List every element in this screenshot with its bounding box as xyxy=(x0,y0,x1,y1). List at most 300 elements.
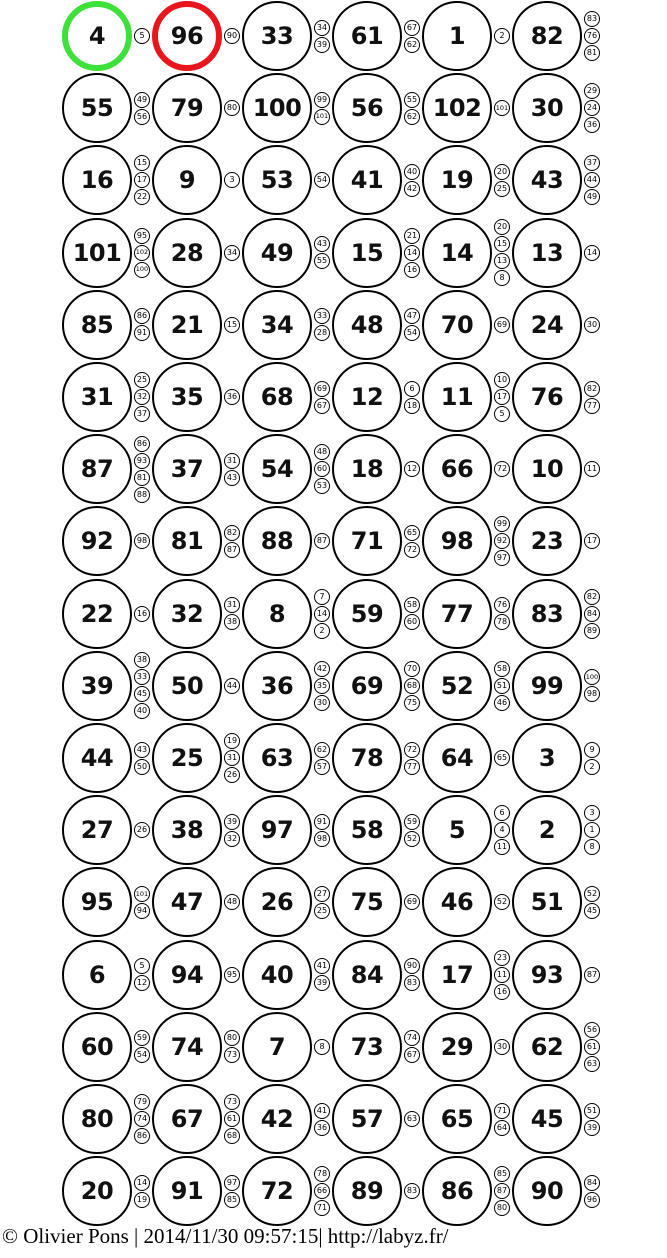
neighbor-hint: 94 xyxy=(134,903,150,919)
neighbor-hint: 26 xyxy=(224,767,240,783)
maze-cell[interactable]: 83 xyxy=(512,579,582,649)
neighbor-hint: 17 xyxy=(494,389,510,405)
neighbor-hint: 41 xyxy=(314,1103,330,1119)
neighbor-hint: 100 xyxy=(584,669,600,685)
neighbor-hint: 25 xyxy=(134,372,150,388)
maze-cell[interactable]: 23 xyxy=(512,506,582,576)
maze-cell[interactable]: 43 xyxy=(512,145,582,215)
maze-cell[interactable]: 73 xyxy=(332,1012,402,1082)
maze-cell[interactable]: 72 xyxy=(242,1156,312,1226)
neighbor-hint: 45 xyxy=(584,903,600,919)
maze-cell[interactable]: 32 xyxy=(152,579,222,649)
neighbor-hint: 55 xyxy=(314,253,330,269)
neighbor-hint: 64 xyxy=(494,1120,510,1136)
maze-cell[interactable]: 91 xyxy=(152,1156,222,1226)
maze-cell[interactable]: 59 xyxy=(332,579,402,649)
neighbor-hint: 79 xyxy=(134,1094,150,1110)
neighbor-hint: 40 xyxy=(404,164,420,180)
maze-cell[interactable]: 14 xyxy=(422,218,492,288)
neighbor-hint: 31 xyxy=(224,597,240,613)
neighbor-hint: 37 xyxy=(134,406,150,422)
neighbor-hint: 10 xyxy=(494,372,510,388)
neighbor-hint: 5 xyxy=(134,28,150,44)
neighbor-hint: 26 xyxy=(134,822,150,838)
maze-cell[interactable]: 77 xyxy=(422,579,492,649)
maze-cell[interactable]: 85 xyxy=(62,290,132,360)
maze-cell[interactable]: 41 xyxy=(332,145,402,215)
neighbor-hint: 58 xyxy=(494,661,510,677)
maze-cell[interactable]: 89 xyxy=(332,1156,402,1226)
neighbor-hint: 68 xyxy=(224,1128,240,1144)
neighbor-hint: 86 xyxy=(134,1128,150,1144)
maze-cell[interactable]: 45 xyxy=(512,1084,582,1154)
neighbor-hint: 83 xyxy=(584,11,600,27)
neighbor-hint: 87 xyxy=(314,533,330,549)
neighbor-hint: 52 xyxy=(584,886,600,902)
neighbor-hint: 7 xyxy=(314,589,330,605)
neighbor-hint: 69 xyxy=(314,381,330,397)
maze-cell[interactable]: 66 xyxy=(422,434,492,504)
neighbor-hint: 101 xyxy=(134,886,150,902)
neighbor-hint: 1 xyxy=(584,822,600,838)
maze-cell[interactable]: 55 xyxy=(62,73,132,143)
maze-cell[interactable]: 71 xyxy=(332,506,402,576)
neighbor-hint: 85 xyxy=(494,1166,510,1182)
neighbor-hint: 97 xyxy=(494,550,510,566)
maze-cell[interactable]: 62 xyxy=(512,1012,582,1082)
neighbor-hint: 17 xyxy=(584,533,600,549)
neighbor-hint: 9 xyxy=(584,742,600,758)
maze-cell[interactable]: 69 xyxy=(332,651,402,721)
maze-cell[interactable]: 76 xyxy=(512,362,582,432)
footer-separator: | xyxy=(318,1224,328,1248)
neighbor-hint: 81 xyxy=(584,45,600,61)
neighbor-hint: 58 xyxy=(404,597,420,613)
maze-cell[interactable]: 78 xyxy=(332,723,402,793)
maze-cell[interactable]: 13 xyxy=(512,218,582,288)
maze-cell[interactable]: 11 xyxy=(422,362,492,432)
maze-cell[interactable]: 26 xyxy=(242,867,312,937)
neighbor-hint: 90 xyxy=(404,958,420,974)
neighbor-hint: 17 xyxy=(134,172,150,188)
neighbor-hint: 16 xyxy=(494,984,510,1000)
neighbor-hint: 2 xyxy=(584,759,600,775)
neighbor-hint: 18 xyxy=(404,398,420,414)
maze-cell[interactable]: 18 xyxy=(332,434,402,504)
neighbor-hint: 13 xyxy=(494,253,510,269)
maze-cell[interactable]: 38 xyxy=(152,795,222,865)
maze-cell[interactable]: 7 xyxy=(242,1012,312,1082)
maze-cell[interactable]: 92 xyxy=(62,506,132,576)
neighbor-hint: 4 xyxy=(494,822,510,838)
neighbor-hint: 76 xyxy=(494,597,510,613)
maze-cell[interactable]: 60 xyxy=(62,1012,132,1082)
maze-cell[interactable]: 49 xyxy=(242,218,312,288)
neighbor-hint: 32 xyxy=(224,831,240,847)
neighbor-hint: 98 xyxy=(584,686,600,702)
maze-cell[interactable]: 9 xyxy=(152,145,222,215)
neighbor-hint: 76 xyxy=(584,28,600,44)
neighbor-hint: 2 xyxy=(314,623,330,639)
maze-cell[interactable]: 81 xyxy=(152,506,222,576)
maze-cell[interactable]: 5 xyxy=(422,795,492,865)
neighbor-hint: 8 xyxy=(584,839,600,855)
neighbor-hint: 53 xyxy=(314,478,330,494)
neighbor-hint: 75 xyxy=(404,695,420,711)
maze-cell[interactable]: 100 xyxy=(242,73,312,143)
maze-cell[interactable]: 24 xyxy=(512,290,582,360)
maze-cell[interactable]: 75 xyxy=(332,867,402,937)
neighbor-hint: 80 xyxy=(494,1200,510,1216)
maze-cell[interactable]: 70 xyxy=(422,290,492,360)
maze-cell[interactable]: 29 xyxy=(422,1012,492,1082)
neighbor-hint: 11 xyxy=(584,461,600,477)
maze-cell[interactable]: 94 xyxy=(152,940,222,1010)
neighbor-hint: 14 xyxy=(584,245,600,261)
neighbor-hint: 6 xyxy=(494,805,510,821)
neighbor-hint: 54 xyxy=(134,1047,150,1063)
neighbor-hint: 84 xyxy=(584,606,600,622)
maze-cell[interactable]: 48 xyxy=(332,290,402,360)
neighbor-hint: 22 xyxy=(134,189,150,205)
neighbor-hint: 44 xyxy=(224,678,240,694)
neighbor-hint: 33 xyxy=(314,308,330,324)
neighbor-hint: 59 xyxy=(134,1030,150,1046)
maze-cell[interactable]: 61 xyxy=(332,1,402,71)
maze-cell[interactable]: 31 xyxy=(62,362,132,432)
neighbor-hint: 91 xyxy=(134,325,150,341)
neighbor-hint: 20 xyxy=(494,164,510,180)
maze-cell[interactable]: 42 xyxy=(242,1084,312,1154)
neighbor-hint: 98 xyxy=(314,831,330,847)
neighbor-hint: 16 xyxy=(404,262,420,278)
neighbor-hint: 90 xyxy=(224,28,240,44)
neighbor-hint: 27 xyxy=(314,886,330,902)
neighbor-hint: 95 xyxy=(224,967,240,983)
maze-cell[interactable]: 16 xyxy=(62,145,132,215)
maze-cell[interactable]: 30 xyxy=(512,73,582,143)
copyright-text: © Olivier Pons xyxy=(2,1224,129,1248)
neighbor-hint: 52 xyxy=(404,831,420,847)
neighbor-hint: 36 xyxy=(584,117,600,133)
timestamp-text: 2014/11/30 09:57:15 xyxy=(143,1224,319,1248)
maze-cell[interactable]: 34 xyxy=(242,290,312,360)
neighbor-hint: 77 xyxy=(404,759,420,775)
maze-cell[interactable]: 33 xyxy=(242,1,312,71)
neighbor-hint: 48 xyxy=(224,894,240,910)
neighbor-hint: 67 xyxy=(404,20,420,36)
neighbor-hint: 57 xyxy=(314,759,330,775)
maze-cell[interactable]: 46 xyxy=(422,867,492,937)
neighbor-hint: 31 xyxy=(224,453,240,469)
neighbor-hint: 40 xyxy=(134,703,150,719)
neighbor-hint: 62 xyxy=(314,742,330,758)
maze-cell[interactable]: 25 xyxy=(152,723,222,793)
neighbor-hint: 19 xyxy=(134,1192,150,1208)
neighbor-hint: 49 xyxy=(584,189,600,205)
maze-cell[interactable]: 80 xyxy=(62,1084,132,1154)
neighbor-hint: 101 xyxy=(314,109,330,125)
maze-cell[interactable]: 1 xyxy=(422,1,492,71)
maze-cell[interactable]: 47 xyxy=(152,867,222,937)
neighbor-hint: 69 xyxy=(494,317,510,333)
neighbor-hint: 55 xyxy=(404,92,420,108)
neighbor-hint: 101 xyxy=(494,100,510,116)
neighbor-hint: 95 xyxy=(134,228,150,244)
neighbor-hint: 83 xyxy=(404,975,420,991)
neighbor-hint: 24 xyxy=(584,100,600,116)
neighbor-hint: 39 xyxy=(224,814,240,830)
neighbor-hint: 93 xyxy=(134,453,150,469)
neighbor-hint: 99 xyxy=(314,92,330,108)
neighbor-hint: 11 xyxy=(494,839,510,855)
neighbor-hint: 60 xyxy=(404,614,420,630)
maze-cell[interactable]: 65 xyxy=(422,1084,492,1154)
neighbor-hint: 3 xyxy=(584,805,600,821)
neighbor-hint: 100 xyxy=(134,262,150,278)
maze-cell[interactable]: 27 xyxy=(62,795,132,865)
neighbor-hint: 35 xyxy=(314,678,330,694)
neighbor-hint: 42 xyxy=(404,181,420,197)
neighbor-hint: 39 xyxy=(314,975,330,991)
maze-cell[interactable]: 63 xyxy=(242,723,312,793)
neighbor-hint: 54 xyxy=(404,325,420,341)
neighbor-hint: 32 xyxy=(134,389,150,405)
maze-cell[interactable]: 20 xyxy=(62,1156,132,1226)
neighbor-hint: 39 xyxy=(584,1120,600,1136)
neighbor-hint: 6 xyxy=(404,381,420,397)
neighbor-hint: 61 xyxy=(224,1111,240,1127)
neighbor-hint: 5 xyxy=(134,958,150,974)
neighbor-hint: 8 xyxy=(494,270,510,286)
maze-cell[interactable]: 36 xyxy=(242,651,312,721)
maze-cell[interactable]: 82 xyxy=(512,1,582,71)
neighbor-hint: 98 xyxy=(134,533,150,549)
neighbor-hint: 38 xyxy=(224,614,240,630)
maze-cell[interactable]: 68 xyxy=(242,362,312,432)
maze-cell[interactable]: 35 xyxy=(152,362,222,432)
maze-cell[interactable]: 88 xyxy=(242,506,312,576)
neighbor-hint: 67 xyxy=(404,1047,420,1063)
maze-cell[interactable]: 102 xyxy=(422,73,492,143)
neighbor-hint: 72 xyxy=(494,461,510,477)
maze-cell[interactable]: 90 xyxy=(512,1156,582,1226)
maze-cell[interactable]: 28 xyxy=(152,218,222,288)
neighbor-hint: 65 xyxy=(494,750,510,766)
neighbor-hint: 59 xyxy=(404,814,420,830)
neighbor-hint: 5 xyxy=(494,406,510,422)
maze-cell[interactable]: 2 xyxy=(512,795,582,865)
maze-cell[interactable]: 95 xyxy=(62,867,132,937)
neighbor-hint: 85 xyxy=(224,1192,240,1208)
maze-cell[interactable]: 4 xyxy=(62,1,132,71)
neighbor-hint: 56 xyxy=(584,1022,600,1038)
neighbor-hint: 83 xyxy=(404,1183,420,1199)
neighbor-hint: 48 xyxy=(314,444,330,460)
maze-cell[interactable]: 6 xyxy=(62,940,132,1010)
neighbor-hint: 14 xyxy=(404,245,420,261)
site-url-link[interactable]: http://labyz.fr/ xyxy=(327,1224,449,1248)
neighbor-hint: 78 xyxy=(314,1166,330,1182)
neighbor-hint: 82 xyxy=(584,381,600,397)
neighbor-hint: 62 xyxy=(404,37,420,53)
neighbor-hint: 80 xyxy=(224,1030,240,1046)
maze-cell[interactable]: 79 xyxy=(152,73,222,143)
neighbor-hint: 86 xyxy=(134,308,150,324)
maze-cell[interactable]: 3 xyxy=(512,723,582,793)
neighbor-hint: 77 xyxy=(584,398,600,414)
neighbor-hint: 51 xyxy=(584,1103,600,1119)
maze-cell[interactable]: 97 xyxy=(242,795,312,865)
maze-cell[interactable]: 101 xyxy=(62,218,132,288)
maze-cell[interactable]: 74 xyxy=(152,1012,222,1082)
maze-cell[interactable]: 99 xyxy=(512,651,582,721)
neighbor-hint: 60 xyxy=(314,461,330,477)
neighbor-hint: 30 xyxy=(584,317,600,333)
neighbor-hint: 23 xyxy=(494,950,510,966)
neighbor-hint: 87 xyxy=(494,1183,510,1199)
maze-cell[interactable]: 52 xyxy=(422,651,492,721)
neighbor-hint: 97 xyxy=(224,1175,240,1191)
neighbor-hint: 99 xyxy=(494,516,510,532)
neighbor-hint: 72 xyxy=(404,542,420,558)
neighbor-hint: 34 xyxy=(314,20,330,36)
neighbor-hint: 92 xyxy=(494,533,510,549)
maze-cell[interactable]: 40 xyxy=(242,940,312,1010)
neighbor-hint: 11 xyxy=(494,967,510,983)
neighbor-hint: 46 xyxy=(494,695,510,711)
maze-cell[interactable]: 57 xyxy=(332,1084,402,1154)
neighbor-hint: 88 xyxy=(134,487,150,503)
maze-cell[interactable]: 58 xyxy=(332,795,402,865)
neighbor-hint: 61 xyxy=(584,1039,600,1055)
neighbor-hint: 82 xyxy=(224,525,240,541)
neighbor-hint: 3 xyxy=(224,172,240,188)
neighbor-hint: 43 xyxy=(224,470,240,486)
maze-cell[interactable]: 56 xyxy=(332,73,402,143)
maze-cell[interactable]: 53 xyxy=(242,145,312,215)
footer xyxy=(2,1224,667,1258)
neighbor-hint: 96 xyxy=(584,1192,600,1208)
maze-cell[interactable]: 8 xyxy=(242,579,312,649)
neighbor-hint: 38 xyxy=(134,652,150,668)
neighbor-hint: 70 xyxy=(404,661,420,677)
neighbor-hint: 102 xyxy=(134,245,150,261)
neighbor-hint: 12 xyxy=(134,975,150,991)
neighbor-hint: 21 xyxy=(404,228,420,244)
neighbor-hint: 52 xyxy=(494,894,510,910)
neighbor-hint: 71 xyxy=(494,1103,510,1119)
neighbor-hint: 50 xyxy=(134,759,150,775)
neighbor-hint: 74 xyxy=(134,1111,150,1127)
neighbor-hint: 62 xyxy=(404,109,420,125)
maze-cell[interactable]: 54 xyxy=(242,434,312,504)
neighbor-hint: 47 xyxy=(404,308,420,324)
neighbor-hint: 29 xyxy=(584,83,600,99)
neighbor-hint: 41 xyxy=(314,958,330,974)
neighbor-hint: 15 xyxy=(134,155,150,171)
maze-cell[interactable]: 19 xyxy=(422,145,492,215)
maze-cell[interactable]: 86 xyxy=(422,1156,492,1226)
maze-cell[interactable]: 12 xyxy=(332,362,402,432)
maze-cell[interactable]: 10 xyxy=(512,434,582,504)
neighbor-hint: 73 xyxy=(224,1047,240,1063)
neighbor-hint: 68 xyxy=(404,678,420,694)
maze-cell[interactable]: 17 xyxy=(422,940,492,1010)
neighbor-hint: 63 xyxy=(584,1056,600,1072)
neighbor-hint: 74 xyxy=(404,1030,420,1046)
neighbor-hint: 2 xyxy=(494,28,510,44)
neighbor-hint: 54 xyxy=(314,172,330,188)
neighbor-hint: 87 xyxy=(584,967,600,983)
neighbor-hint: 14 xyxy=(134,1175,150,1191)
neighbor-hint: 34 xyxy=(224,245,240,261)
neighbor-hint: 71 xyxy=(314,1200,330,1216)
maze-cell[interactable]: 50 xyxy=(152,651,222,721)
maze-cell[interactable]: 93 xyxy=(512,940,582,1010)
neighbor-hint: 30 xyxy=(494,1039,510,1055)
neighbor-hint: 86 xyxy=(134,436,150,452)
neighbor-hint: 8 xyxy=(314,1039,330,1055)
neighbor-hint: 72 xyxy=(404,742,420,758)
neighbor-hint: 87 xyxy=(224,542,240,558)
neighbor-hint: 73 xyxy=(224,1094,240,1110)
maze-cell[interactable]: 21 xyxy=(152,290,222,360)
neighbor-hint: 12 xyxy=(404,461,420,477)
maze-cell[interactable]: 84 xyxy=(332,940,402,1010)
neighbor-hint: 15 xyxy=(494,236,510,252)
neighbor-hint: 91 xyxy=(314,814,330,830)
maze-cell[interactable]: 67 xyxy=(152,1084,222,1154)
neighbor-hint: 66 xyxy=(314,1183,330,1199)
maze-cell[interactable]: 87 xyxy=(62,434,132,504)
neighbor-hint: 31 xyxy=(224,750,240,766)
neighbor-hint: 82 xyxy=(584,589,600,605)
maze-cell[interactable]: 22 xyxy=(62,579,132,649)
neighbor-hint: 39 xyxy=(314,37,330,53)
neighbor-hint: 65 xyxy=(404,525,420,541)
neighbor-hint: 43 xyxy=(134,742,150,758)
neighbor-hint: 25 xyxy=(314,903,330,919)
maze-cell[interactable]: 96 xyxy=(152,1,222,71)
neighbor-hint: 43 xyxy=(314,236,330,252)
neighbor-hint: 56 xyxy=(134,109,150,125)
maze-cell[interactable]: 51 xyxy=(512,867,582,937)
neighbor-hint: 63 xyxy=(404,1111,420,1127)
neighbor-hint: 45 xyxy=(134,686,150,702)
neighbor-hint: 36 xyxy=(224,389,240,405)
neighbor-hint: 19 xyxy=(224,733,240,749)
neighbor-hint: 49 xyxy=(134,92,150,108)
neighbor-hint: 78 xyxy=(494,614,510,630)
neighbor-hint: 84 xyxy=(584,1175,600,1191)
neighbor-hint: 30 xyxy=(314,695,330,711)
neighbor-hint: 67 xyxy=(314,398,330,414)
neighbor-hint: 33 xyxy=(134,669,150,685)
maze-cell[interactable]: 15 xyxy=(332,218,402,288)
neighbor-hint: 80 xyxy=(224,100,240,116)
maze-cell[interactable]: 37 xyxy=(152,434,222,504)
neighbor-hint: 16 xyxy=(134,606,150,622)
maze-cell[interactable]: 44 xyxy=(62,723,132,793)
neighbor-hint: 36 xyxy=(314,1120,330,1136)
neighbor-hint: 69 xyxy=(404,894,420,910)
footer-separator: | xyxy=(128,1224,144,1248)
maze-cell[interactable]: 64 xyxy=(422,723,492,793)
maze-cell[interactable]: 39 xyxy=(62,651,132,721)
maze-cell[interactable]: 98 xyxy=(422,506,492,576)
neighbor-hint: 81 xyxy=(134,470,150,486)
